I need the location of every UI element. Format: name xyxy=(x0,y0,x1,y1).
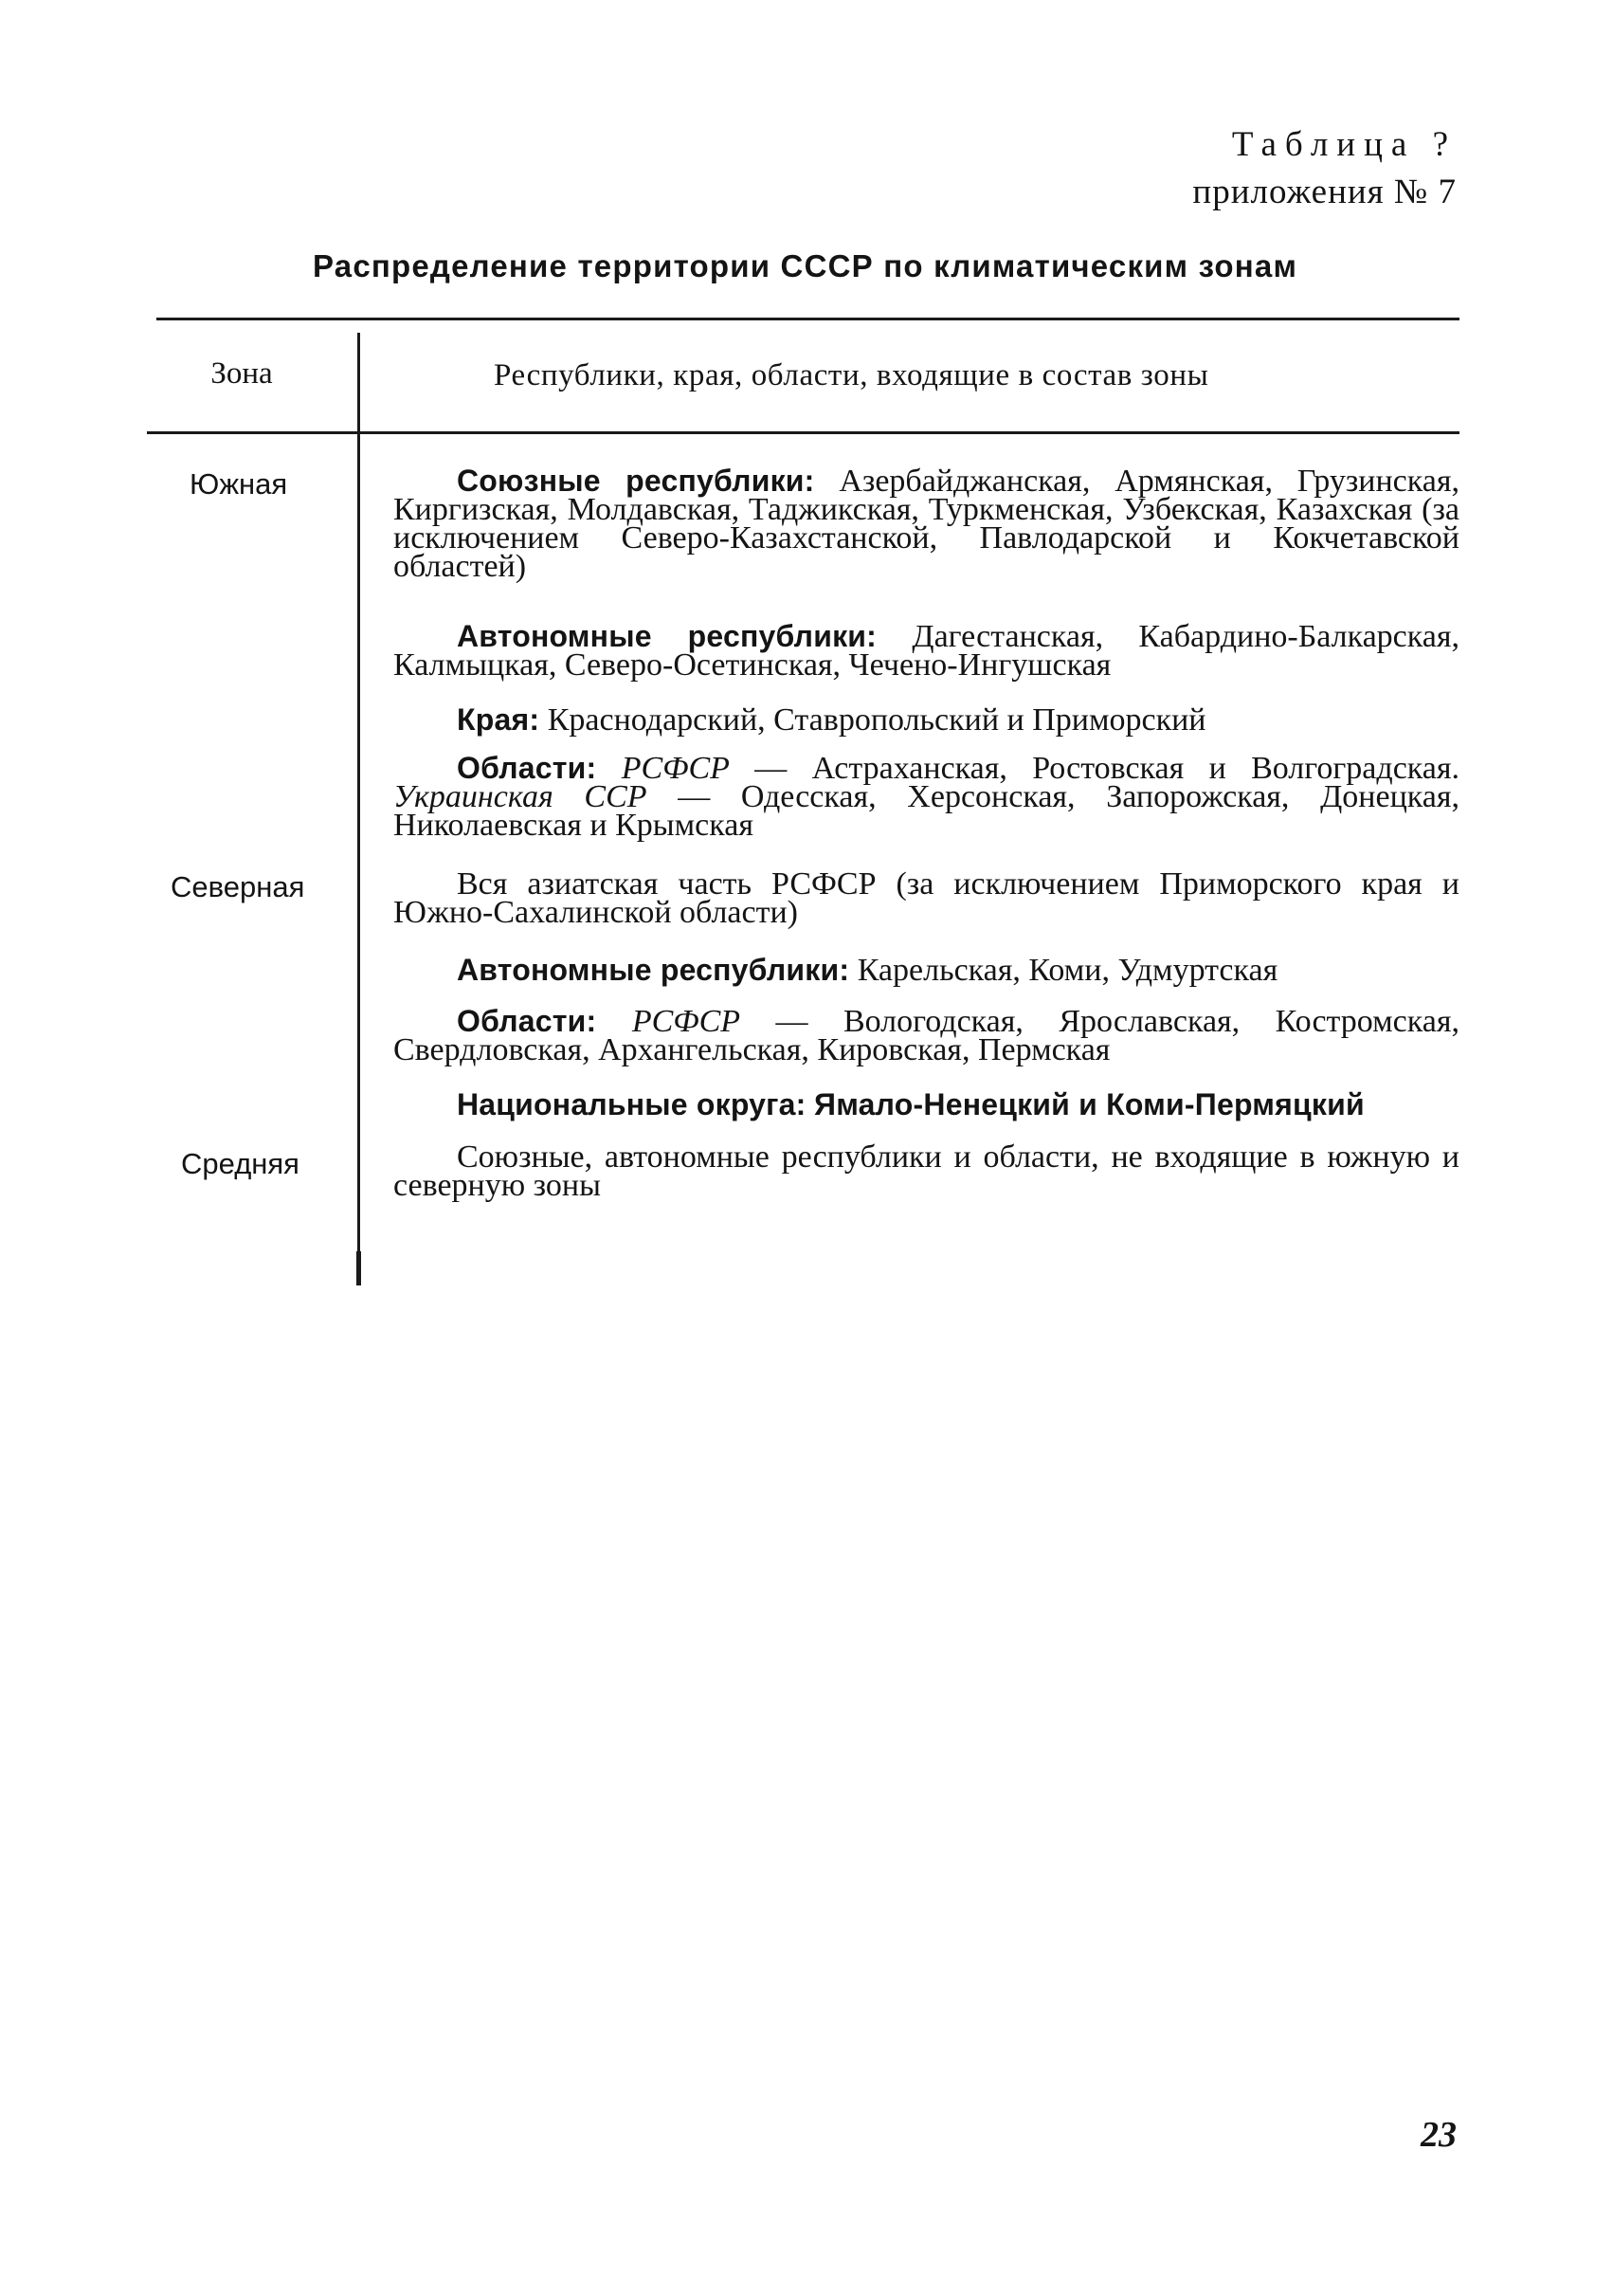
north-autonomous-republics-entry xyxy=(393,953,1459,988)
north-national-okrugs-entry xyxy=(393,1087,1459,1121)
middle-zone-entry xyxy=(393,1139,1459,1203)
entry-republic-name: РСФСР xyxy=(621,751,730,786)
entry-label: Края: xyxy=(457,702,540,737)
entry-label: Области: xyxy=(457,1004,597,1038)
table-number-label: Таблица ? xyxy=(1231,125,1457,164)
column-header-zone: Зона xyxy=(210,356,273,391)
entry-label: Национальные округа: xyxy=(457,1087,806,1121)
table-header-rule xyxy=(147,431,1459,434)
north-asian-part-entry xyxy=(393,866,1459,930)
zone-label-north: Северная xyxy=(171,870,305,903)
entry-text: — Астраханская, Ростовская и Волгоградская. xyxy=(754,751,1460,786)
entry-text: Краснодарский, Ставропольский и Приморский xyxy=(547,702,1206,738)
entry-label: Автономные республики: xyxy=(457,619,878,653)
entry-republic-name: Украинская ССР xyxy=(393,779,647,814)
entry-text: Союзные, автономные республики и области, не входящие в южную и северную зоны xyxy=(393,1139,1459,1203)
entry-label: Автономные республики: xyxy=(457,953,850,987)
entry-label: Области: xyxy=(457,751,597,785)
entry-text: Вся азиатская часть РСФСР (за исключением Приморского края и Южно-Сахалинской области) xyxy=(393,866,1459,930)
column-header-regions: Республики, края, области, входящие в состав зоны xyxy=(494,358,1209,392)
column-divider xyxy=(357,333,360,1285)
entry-text: Карельская, Коми, Удмуртская xyxy=(857,953,1278,988)
entry-label: Союзные республики: xyxy=(457,464,815,498)
entry-text: — Одесская, Херсонская, Запорожская, Донецкая, Николаевская и Крымская xyxy=(393,779,1459,843)
page-number: 23 xyxy=(1421,2115,1457,2155)
south-oblasts-entry xyxy=(393,751,1460,843)
column-divider-end xyxy=(356,1251,361,1285)
entry-text: Ямало-Ненецкий и Коми-Пермяцкий xyxy=(814,1087,1365,1121)
zone-label-middle: Средняя xyxy=(181,1147,299,1180)
north-oblasts-entry xyxy=(393,1004,1459,1067)
zone-label-south: Южная xyxy=(190,467,288,501)
appendix-number-label: приложения № 7 xyxy=(1192,173,1457,211)
entry-text: Дагестанская, Кабардино-Балкарская, Калмыцкая, Северо-Осетинская, Чечено-Ингушская xyxy=(393,619,1460,683)
south-autonomous-republics-entry xyxy=(393,619,1460,683)
south-union-republics-entry xyxy=(393,464,1459,584)
table-title: Распределение территории СССР по климатическим зонам xyxy=(313,248,1298,283)
south-territories-entry xyxy=(393,702,1459,738)
table-top-rule xyxy=(156,318,1459,320)
entry-republic-name: РСФСР xyxy=(631,1004,741,1039)
entry-text: Азербайджанская, Армянская, Грузинская, Киргизская, Молдавская, Таджикская, Туркменская, Узбекская, Казахская (за исключением Северо-Казахстанской, Павлодарской и Кокчетавской областей) xyxy=(393,464,1459,584)
entry-text: — Вологодская, Ярославская, Костромская, Свердловская, Архангельская, Кировская, Пермская xyxy=(393,1004,1459,1067)
